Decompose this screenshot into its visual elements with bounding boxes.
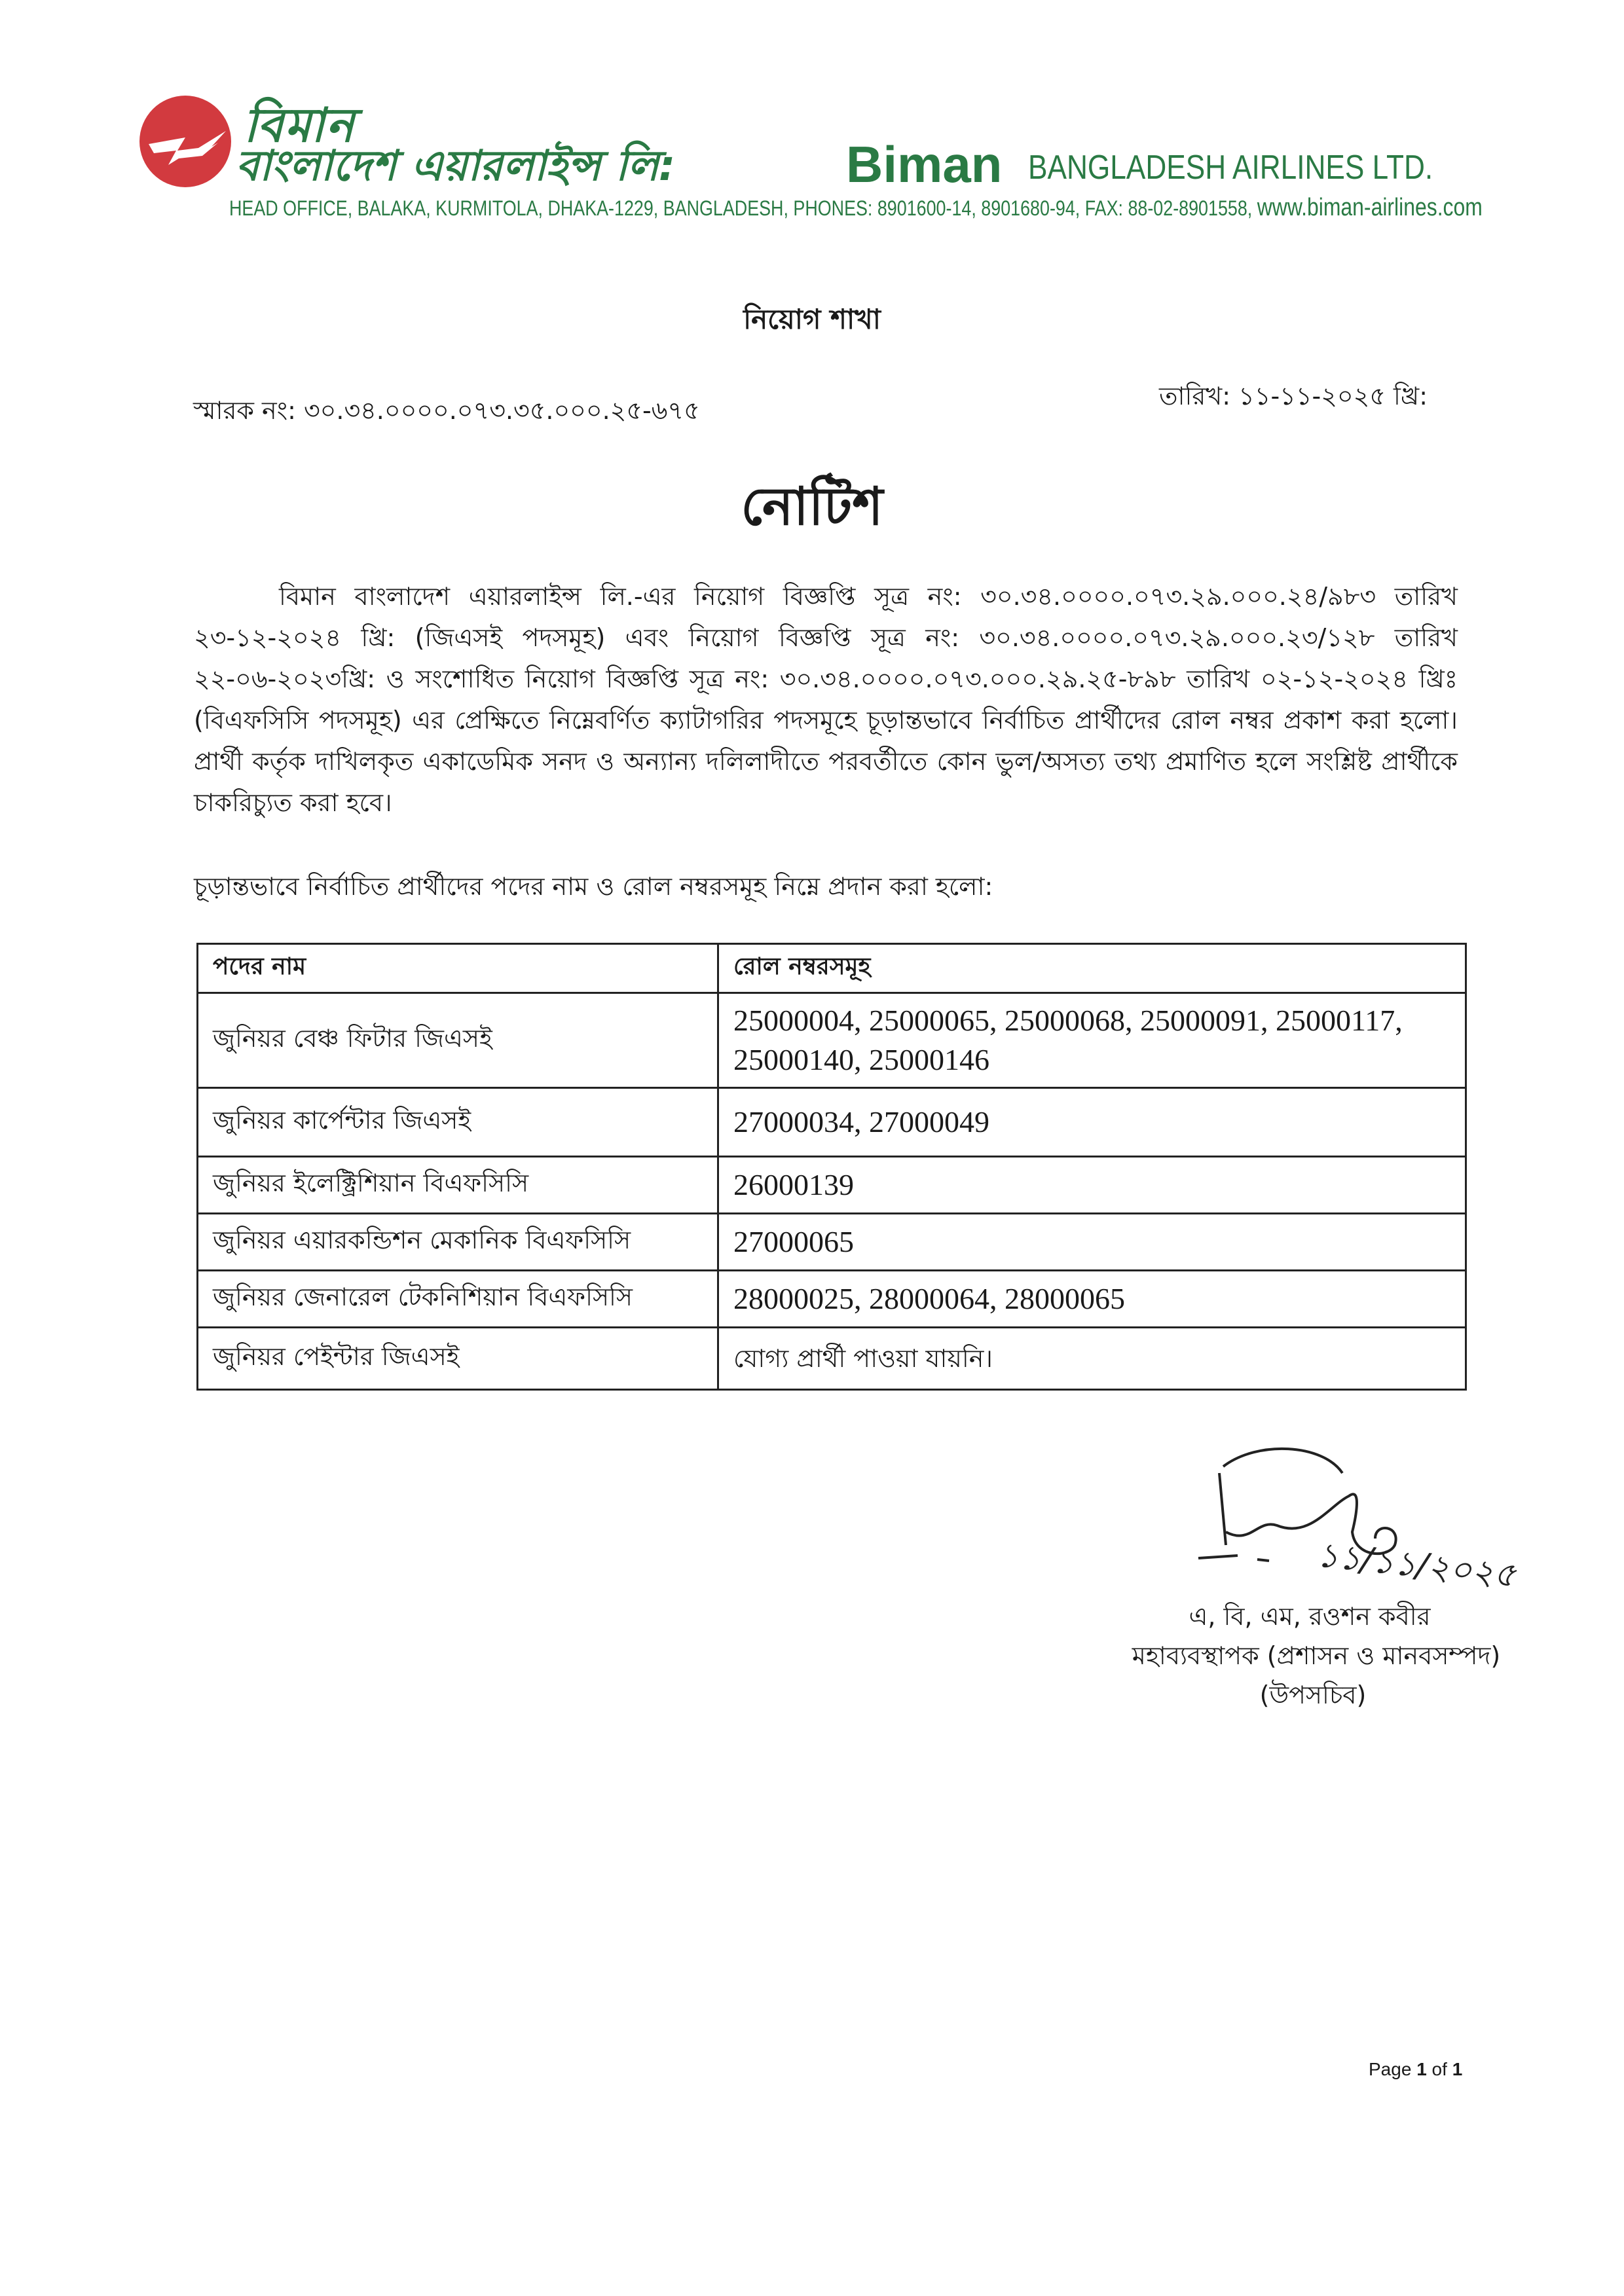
column-header-rolls: রোল নম্বরসমূহ: [718, 944, 1466, 993]
table-row: [198, 1157, 1466, 1214]
selected-candidates-table: [196, 943, 1467, 1391]
signer-rank: (উপসচিব): [1259, 1681, 1367, 1709]
roll-numbers: 28000025, 28000064, 28000065: [718, 1271, 1466, 1328]
section-name: নিয়োগ শাখা: [743, 303, 881, 335]
table-row: [198, 1328, 1466, 1390]
notice-date: তারিখ: ১১-১১-২০২৫ খ্রি:: [1159, 382, 1428, 410]
roll-numbers: 27000034, 27000049: [718, 1088, 1466, 1157]
table-row: [198, 1088, 1466, 1157]
table-row: [198, 1214, 1466, 1271]
page-of: of: [1431, 2059, 1447, 2079]
table-intro: চূড়ান্তভাবে নির্বাচিত প্রার্থীদের পদের নাম ও রোল নম্বরসমূহ নিম্নে প্রদান করা হলো:: [194, 872, 993, 901]
brand-name-en-bold: Biman: [846, 136, 1003, 193]
brand-name-bn-line1: বিমান: [244, 98, 356, 153]
memo-number: স্মারক নং: ৩০.৩৪.০০০০.০৭৩.৩৫.০০০.২৫-৬৭৫: [193, 396, 700, 425]
brand-name-en: BANGLADESH AIRLINES LTD.: [1028, 149, 1433, 187]
page-total: 1: [1452, 2059, 1463, 2079]
roll-numbers: 27000065: [718, 1214, 1466, 1271]
page-current: 1: [1416, 2059, 1427, 2079]
post-name: জুনিয়র ইলেক্ট্রিশিয়ান বিএফসিসি: [198, 1157, 718, 1214]
brand-name-bn-line2: বাংলাদেশ এয়ারলাইন্স লি:: [236, 142, 676, 191]
handwritten-date: ১১/১১/২০২৫: [1314, 1535, 1518, 1595]
post-name: জুনিয়র জেনারেল টেকনিশিয়ান বিএফসিসি: [198, 1271, 718, 1328]
roll-numbers: যোগ্য প্রার্থী পাওয়া যায়নি।: [718, 1328, 1466, 1390]
table-header-row: [198, 944, 1466, 993]
page-number: [1369, 2059, 1462, 2080]
roll-numbers-text: 25000004, 25000065, 25000068, 25000091, 25000117, 25000140, 25000146: [733, 1004, 1403, 1076]
table-row: [198, 993, 1466, 1088]
post-name: জুনিয়র এয়ারকন্ডিশন মেকানিক বিএফসিসি: [198, 1214, 718, 1271]
website-link[interactable]: www.biman-airlines.com: [1257, 194, 1483, 221]
post-name: জুনিয়র পেইন্টার জিএসই: [198, 1328, 718, 1390]
table-row: [198, 1271, 1466, 1328]
notice-title: নোটিশ: [741, 476, 883, 537]
crane-icon: [139, 96, 231, 187]
biman-logo: [139, 96, 231, 187]
post-name: জুনিয়র বেঞ্চ ফিটার জিএসই: [198, 993, 718, 1088]
signer-designation: মহাব্যবস্থাপক (প্রশাসন ও মানবসম্পদ): [1132, 1641, 1501, 1670]
page-prefix: Page: [1369, 2059, 1412, 2079]
column-header-post: পদের নাম: [198, 944, 718, 993]
notice-paragraph: বিমান বাংলাদেশ এয়ারলাইন্স লি.-এর নিয়োগ বিজ্ঞপ্তি সূত্র নং: ৩০.৩৪.০০০০.০৭৩.২৯.০০০.২৪/৯৮৩ তারিখ ২৩-১২-২০২৪ খ্রি: (জিএসই পদসমূহ) এবং নিয়োগ বিজ্ঞপ্তি সূত্র নং: ৩০.৩৪.০০০০.০৭৩.২৯.০০০.২৩/১২৮ তারিখ ২২-০৬-২০২৩খ্রি: ও সংশোধিত নিয়োগ বিজ্ঞপ্তি সূত্র নং: ৩০.৩৪.০০০০.০৭৩.০০০.২৯.২৫-৮৯৮ তারিখ ০২-১২-২০২৪ খ্রিঃ (বিএফসিসি পদসমূহ) এর প্রেক্ষিতে নিম্নেবর্ণিত ক্যাটাগরির পদসমূহে চূড়ান্তভাবে নির্বাচিত প্রার্থীদের রোল নম্বর প্রকাশ করা হলো। প্রার্থী কর্তৃক দাখিলকৃত একাডেমিক সনদ ও অন্যান্য দলিলাদীতে পরবর্তীতে কোন ভুল/অসত্য তথ্য প্রমাণিত হলে সংশ্লিষ্ট প্রার্থীকে চাকরিচ্যুত করা হবে।: [194, 582, 1458, 817]
post-name: জুনিয়র কার্পেন্টার জিএসই: [198, 1088, 718, 1157]
signer-name: এ, বি, এম, রওশন কবীর: [1189, 1602, 1431, 1631]
address-text: HEAD OFFICE, BALAKA, KURMITOLA, DHAKA-1229, BANGLADESH, PHONES: 8901600-14, 8901680-94, FAX: 88-02-8901558,: [229, 196, 1253, 220]
roll-numbers: 26000139: [718, 1157, 1466, 1214]
roll-numbers: [718, 993, 1466, 1088]
office-address: [229, 194, 1483, 222]
